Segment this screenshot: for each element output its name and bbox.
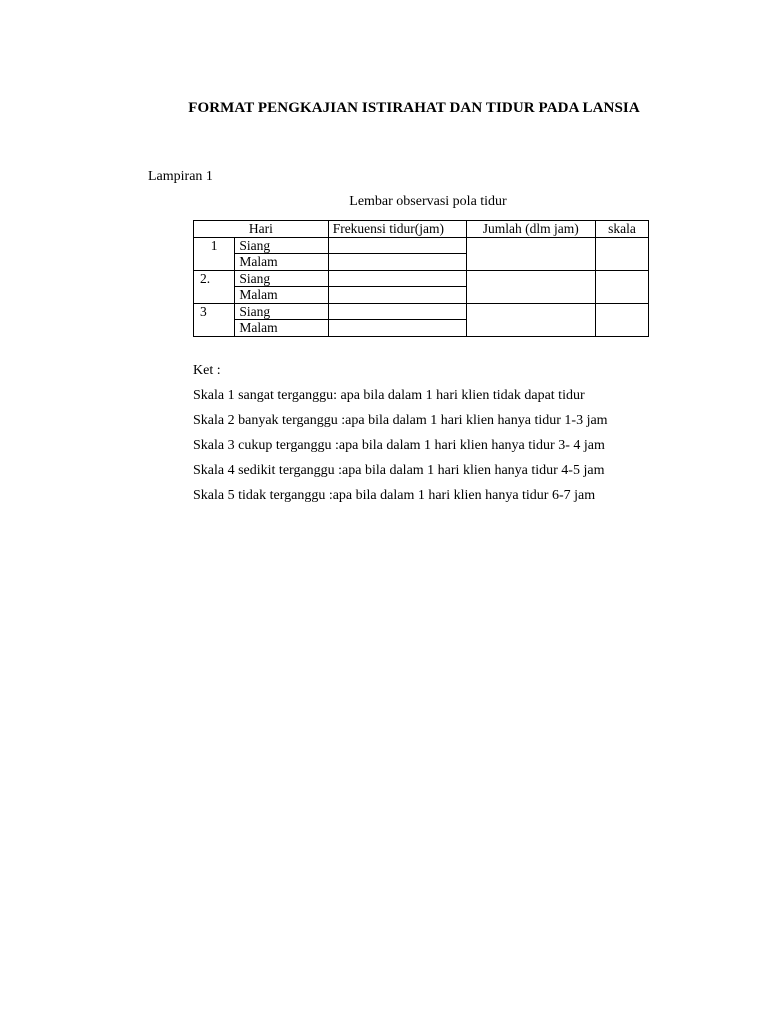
frequency-cell[interactable]: [328, 287, 466, 304]
scale-note: Skala 5 tidak terganggu :apa bila dalam 1 hari klien hanya tidur 6-7 jam: [193, 488, 596, 503]
notes-section: [193, 362, 608, 512]
header-frequency: Frekuensi tidur(jam): [328, 221, 466, 238]
table-header-row: [194, 221, 649, 238]
table-row: [194, 237, 649, 254]
sheet-title: Lembar observasi pola tidur: [349, 194, 507, 209]
frequency-cell[interactable]: [328, 270, 466, 287]
scale-note: Skala 3 cukup terganggu :apa bila dalam 1 hari klien hanya tidur 3- 4 jam: [193, 438, 605, 453]
total-cell[interactable]: [466, 303, 595, 336]
period-label: Malam: [235, 320, 328, 337]
day-number: 1: [194, 237, 235, 270]
table-row: [194, 270, 649, 287]
period-label: Siang: [235, 270, 328, 287]
frequency-cell[interactable]: [328, 237, 466, 254]
frequency-cell[interactable]: [328, 303, 466, 320]
total-cell[interactable]: [466, 270, 595, 303]
period-label: Siang: [235, 237, 328, 254]
table-row: [194, 303, 649, 320]
attachment-label: Lampiran 1: [148, 169, 213, 184]
scale-cell[interactable]: [595, 237, 648, 270]
frequency-cell[interactable]: [328, 254, 466, 271]
header-scale: skala: [595, 221, 648, 238]
scale-cell[interactable]: [595, 303, 648, 336]
scale-note: Skala 1 sangat terganggu: apa bila dalam 1 hari klien tidak dapat tidur: [193, 388, 585, 403]
header-total: Jumlah (dlm jam): [466, 221, 595, 238]
period-label: Malam: [235, 254, 328, 271]
header-day: Hari: [194, 221, 329, 238]
notes-heading: Ket :: [193, 363, 221, 378]
total-cell[interactable]: [466, 237, 595, 270]
scale-note: Skala 4 sedikit terganggu :apa bila dalam 1 hari klien hanya tidur 4-5 jam: [193, 463, 605, 478]
scale-cell[interactable]: [595, 270, 648, 303]
period-label: Siang: [235, 303, 328, 320]
day-number: 2.: [194, 270, 235, 303]
day-number: 3: [194, 303, 235, 336]
period-label: Malam: [235, 287, 328, 304]
sleep-observation-table: [193, 220, 649, 337]
document-title: FORMAT PENGKAJIAN ISTIRAHAT DAN TIDUR PADA LANSIA: [188, 100, 640, 116]
scale-note: Skala 2 banyak terganggu :apa bila dalam 1 hari klien hanya tidur 1-3 jam: [193, 413, 608, 428]
frequency-cell[interactable]: [328, 320, 466, 337]
